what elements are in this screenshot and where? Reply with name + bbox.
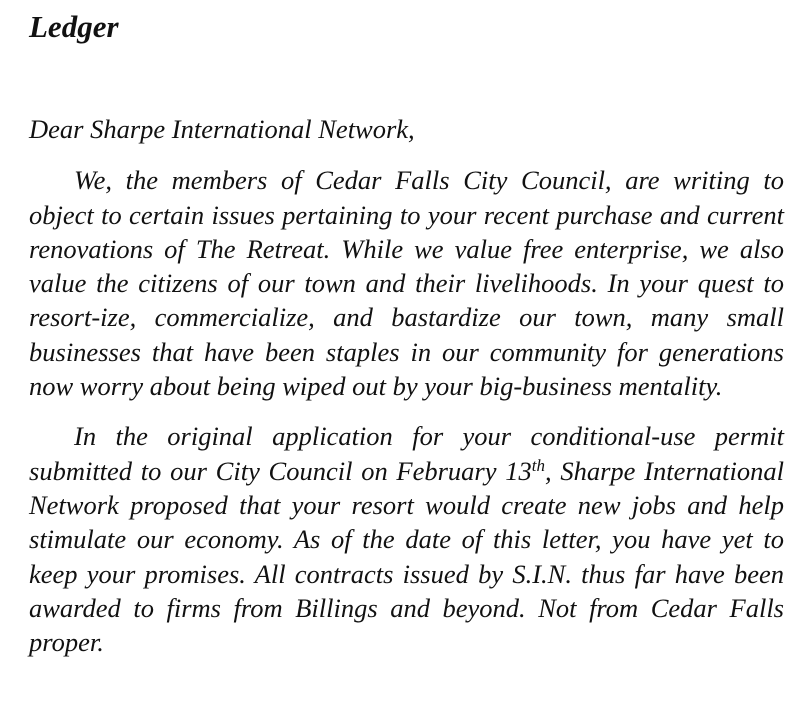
paragraph-2-before-date: In the original application for your conditional-use permit submitted to our City Council on February 13 [29,421,784,486]
paragraph-2-after-date: , Sharpe International Network proposed that your resort would create new jobs and help stimulate our economy. As of the date of this letter, you have yet to keep your promises. All contracts issued by S.I.N. thus far have been awarded to firms from Billings and beyond. Not from Cedar Falls proper. [29,455,784,658]
letter-paragraph-1: We, the members of Cedar Falls City Council, are writing to object to certain issues pertaining to your recent purchase and current renovations of The Retreat. While we value free enterprise, we also value the citizens of our town and their livelihoods. In your quest to resort-ize, commercialize, and bastardize our town, many small businesses that have been staples in our community for generations now worry about being wiped out by your big-business mentality. [29,165,784,402]
letter-paragraph-2 [29,419,784,659]
document-title: Ledger [29,9,119,44]
letter-salutation: Dear Sharpe International Network, [29,114,415,144]
date-ordinal-suffix: th [531,455,545,475]
letter-body [29,112,784,675]
